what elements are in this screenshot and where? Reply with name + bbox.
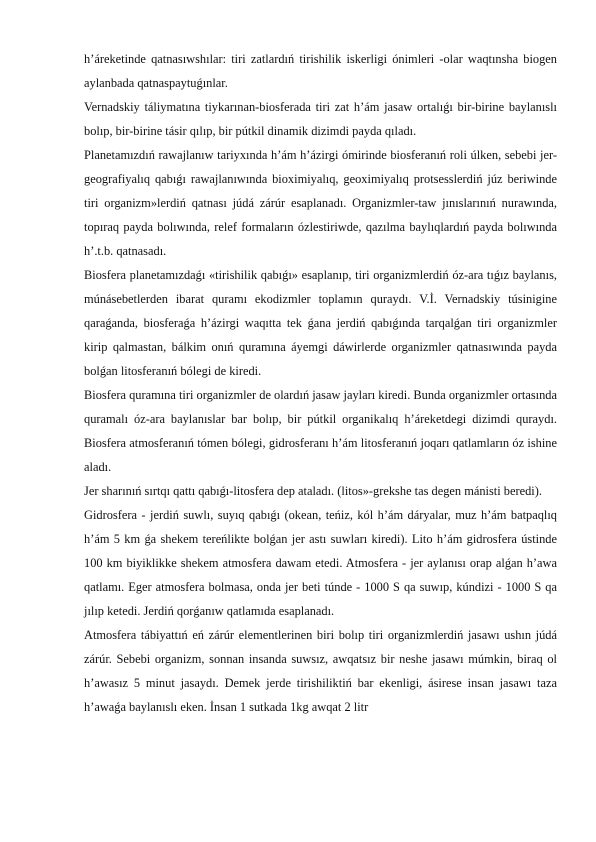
paragraph: Atmosfera tábiyattıń eń zárúr elementlerinen biri bolıp tiri organizmlerdiń jasawı ushın júdá zárúr. Sebebi organizm, sonnan insanda suwsız, awqatsız bir neshe jasawı múmkin, biraq ol h’awasız 5 minut jasaydı. Demek jerde tirishiliktiń bar ekenligi, ásirese insan jasawı taza h’awaǵa baylanıslı eken. İnsan 1 sutkada 1kg awqat 2 litr: [84, 628, 557, 714]
paragraph: Jer sharınıń sırtqı qattı qabıǵı-litosfera dep ataladı. (litos»-grekshe tas degen mánisti beredi).: [84, 484, 542, 498]
paragraph: Planetamızdıń rawajlanıw tariyxında h’ám h’ázirgi ómirinde biosferanıń roli úlken, sebebi jer-geografiyalıq qabıǵı rawajlanıwında bioximiyalıq, geoximiyalıq protsesslerdiń júz beriwinde tiri organizm»lerdiń qatnası júdá zárúr esaplanadı. Organizmler-taw jınıslarınıń nurawında, topıraq payda bolıwında, relef formaların ózlestiriwde, qazılma baylıqlardıń payda bolıwında h’.t.b. qatnasadı.: [84, 148, 557, 258]
paragraph: Biosfera quramına tiri organizmler de olardıń jasaw jayları kiredi. Bunda organizmler ortasında quramalı óz-ara baylanıslar bar bolıp, bir pútkil organikalıq h’áreketdegi dizimdi quraydı. Biosfera atmosferanıń tómen bólegi, gidrosferanı h’ám litosferanıń joqarı qatlamların óz ishine aladı.: [84, 388, 557, 474]
paragraph: Vernadskiy táliymatına tiykarınan-biosferada tiri zat h’ám jasaw ortalıǵı bir-birine baylanıslı bolıp, bir-birine tásir qılıp, bir pútkil dinamik dizimdi payda qıladı.: [84, 100, 557, 138]
paragraph: Biosfera planetamızdaǵı «tirishilik qabıǵı» esaplanıp, tiri organizmlerdiń óz-ara tıǵız baylanıs, múnásebetlerden ibarat quramı ekodizmler toplamın quraydı. V.İ. Vernadskiy túsinigine qaraǵanda, biosferaǵa h’ázirgi waqıtta tek ǵana jerdiń qabıǵında tarqalǵan tiri organizmler kirip qalmastan, bálkim onıń quramına áyemgi dáwirlerde organizmler qatnasıwında payda bolǵan litosferanıń bólegi de kiredi.: [84, 268, 557, 378]
paragraph: Gidrosfera - jerdiń suwlı, suyıq qabıǵı (okean, teńiz, kól h’ám dáryalar, muz h’ám batpaqlıq h’ám 5 km ǵa shekem tereńlikte bolǵan jer astı suwları kiredi). Lito h’ám gidrosfera ústinde 100 km biyiklikke shekem atmosfera dawam etedi. Atmosfera - jer aylanısı orap alǵan h’awa qatlamı. Eger atmosfera bolmasa, onda jer beti túnde - 1000 S qa suwıp, kúndizi - 1000 S qa jılıp ketedi. Jerdiń qorǵanıw qatlamıda esaplanadı.: [84, 508, 557, 618]
document-page: [84, 47, 557, 719]
paragraph: h’áreketinde qatnasıwshılar: tiri zatlardıń tirishilik iskerligi ónimleri -olar waqtınsha biogen aylanbada qatnaspaytuǵınlar.: [84, 52, 557, 90]
